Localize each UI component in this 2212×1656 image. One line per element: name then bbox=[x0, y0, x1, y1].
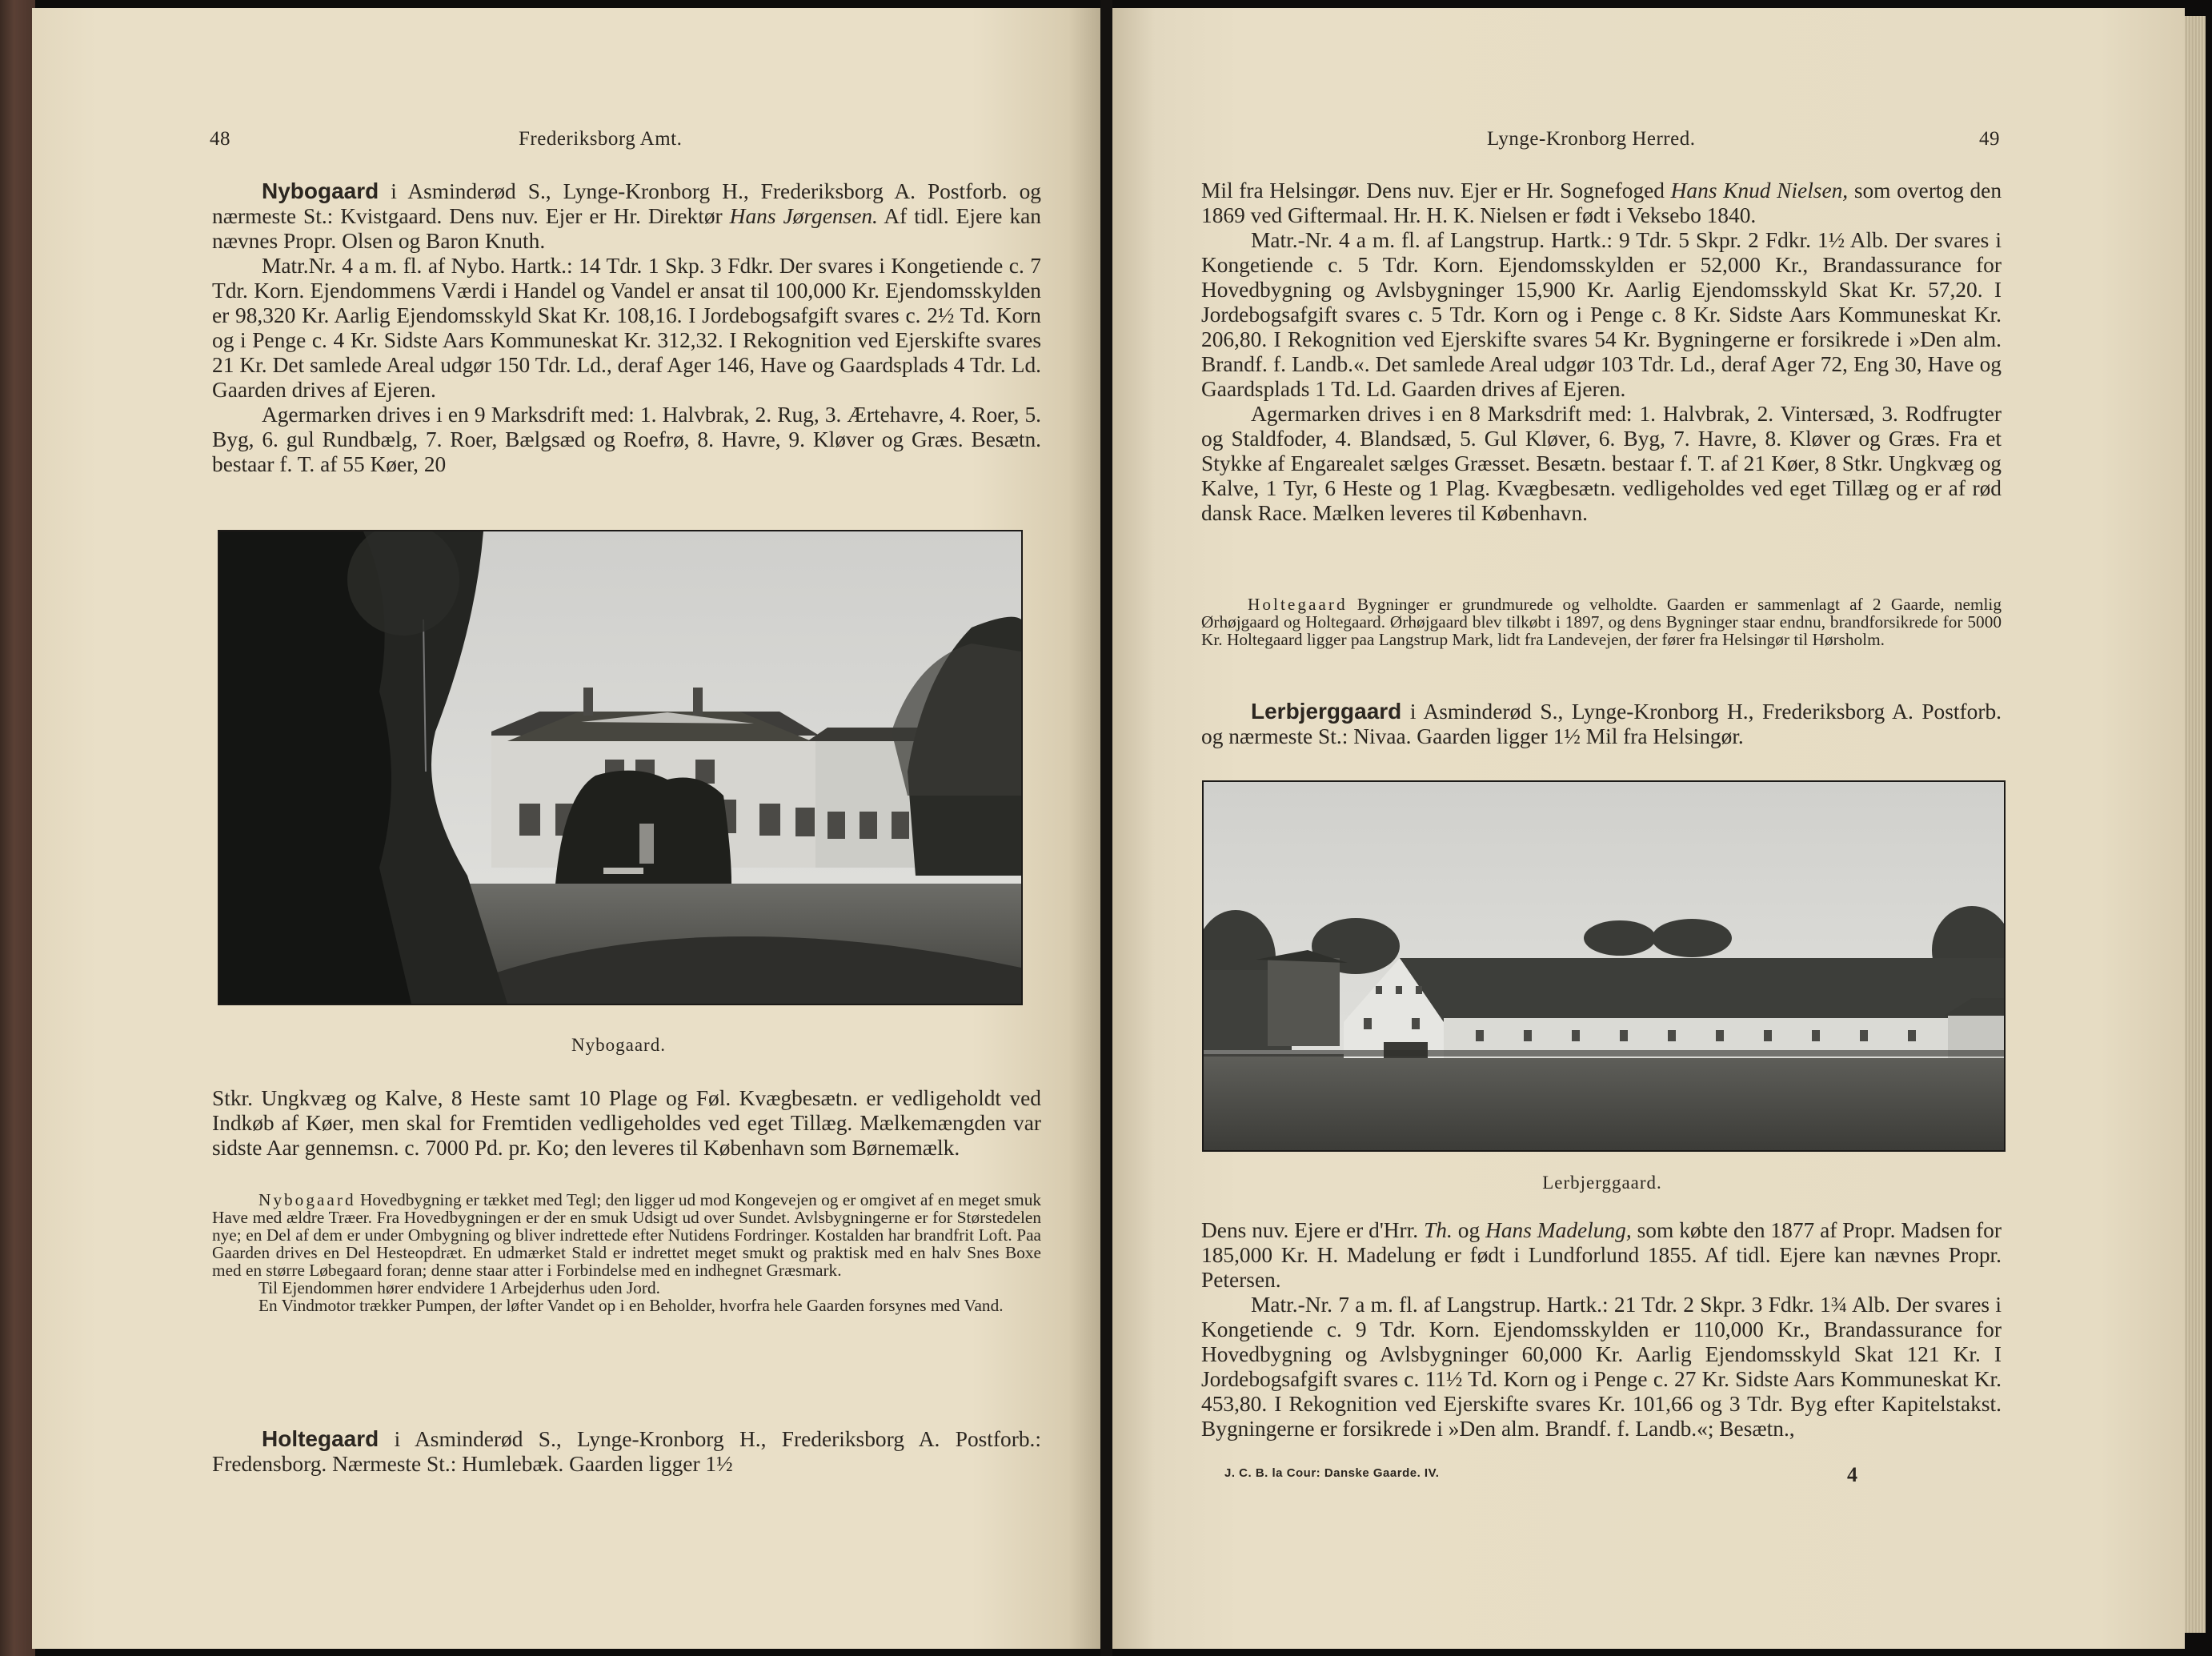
lerbjerggaard-entry: Lerbjerggaard i Asminderød S., Lynge-Kronborg H., Frederiksborg A. Postforb. og nærmeste St.: Nivaa. Gaarden ligger 1½ Mil fra Helsingør. bbox=[1201, 699, 2002, 748]
lerbjerggaard-photo bbox=[1202, 780, 2006, 1152]
nybogaard-photo bbox=[218, 530, 1023, 1005]
book-cover-edge bbox=[0, 0, 35, 1656]
nybogaard-continuation: Stkr. Ungkvæg og Kalve, 8 Heste samt 10 Plage og Føl. Kvægbesætn. er vedligeholdt ved Indkøb af Køer, men skal for Fremtiden vedligeholdes ved eget Tillæg. Mælkemængden var sidste Aar gennemsn. c. 7000 Pd. pr. Ko; den leveres til København som Børnemælk. bbox=[212, 1086, 1041, 1160]
holtegaard-owner: Hans Knud Nielsen, bbox=[1670, 178, 1849, 202]
page-number-left: 48 bbox=[210, 128, 230, 150]
lerbjerggaard-owner-2: Hans Madelung, bbox=[1485, 1218, 1632, 1242]
nybogaard-photo-image bbox=[219, 531, 1021, 1004]
holtegaard-notes-name: Holtegaard bbox=[1248, 595, 1348, 614]
nybogaard-notes-name: Nybogaard bbox=[258, 1190, 356, 1209]
lerbjerggaard-heading: Lerbjerggaard bbox=[1251, 699, 1402, 724]
page-edges bbox=[2185, 16, 2206, 1633]
nybogaard-owner: Hans Jørgensen. bbox=[729, 204, 878, 228]
right-page bbox=[1112, 8, 2185, 1649]
holtegaard-continuation: Mil fra Helsingør. Dens nuv. Ejer er Hr. Sognefoged Hans Knud Nielsen, som overtog den 1869 ved Giftermaal. Hr. H. K. Nielsen er født i Veksebo 1840. Matr.-Nr. 4 a m. fl. af Langstrup. Hartk.: 9 Tdr. 5 Skpr. 2 Fdkr. 1½ Alb. Der svares i Kongetiende c. 5 Tdr. Korn. Ejendomsskylden er 52,000 Kr., Brandassurance for Hovedbygning og Avlsbygninger 15,900 Kr. Aarlig Ejendomsskyld Skat Kr. 57,20. I Jordebogsafgift svares c. 5 Tdr. Korn og i Penge c. 8 Kr. Sidste Aars Kommuneskat Kr. 206,80. I Rekognition ved Ejerskifte svares 54 Kr. Bygningerne er forsikrede i »Den alm. Brandf. f. Landb.«. Det samlede Areal udgør 103 Tdr. Ld., deraf Ager 72, Eng 30, Have og Gaardsplads 1 Td. Ld. Gaarden drives af Ejeren. Agermarken drives i en 8 Marksdrift med: 1. Halvbrak, 2. Vintersæd, 3. Rodfrugter og Staldfoder, 4. Blandsæd, 5. Gul Kløver, 6. Byg, 7. Havre, 8. Kløver og Græs. Fra et Stykke af Engarealet sælges Græsset. Besætn. bestaar f. T. af 21 Køer, 8 Stkr. Ungkvæg og Kalve, 1 Tyr, 6 Heste og 1 Plag. Kvægbesætn. vedligeholdes ved eget Tillæg og er af rød dansk Race. Mælken leveres til København. bbox=[1201, 178, 2002, 525]
nybogaard-heading: Nybogaard bbox=[262, 178, 379, 203]
holtegaard-entry: Holtegaard i Asminderød S., Lynge-Kronborg H., Frederiksborg A. Postforb.: Fredensborg. Nærmeste St.: Humlebæk. Gaarden ligger 1½ bbox=[212, 1426, 1041, 1476]
nybogaard-notes: Nybogaard Hovedbygning er tækket med Tegl; den ligger ud mod Kongevejen og er omgivet af en meget smuk Have med ældre Træer. Fra Hovedbygningen er der en smuk Udsigt ud over Sundet. Avlsbygningerne er for Størstedelen nye; en Del af dem er under Ombygning og bliver indrettede efter Nutidens Fordringer. Kostalden har brandfrit Loft. Paa Gaarden drives en Del Hesteopdræt. En udmærket Stald er indrettet meget smukt og praktisk med en halv Snes Boxe med en større Løbegaard foran; denne staar atter i Forbindelse med en indhegnet Græsmark. Til Ejendommen hører endvidere 1 Arbejderhus uden Jord. En Vindmotor trækker Pumpen, der løfter Vandet op i en Beholder, hvorfra hele Gaarden forsynes med Vand. bbox=[212, 1190, 1041, 1315]
lerbjerggaard-photo-image bbox=[1204, 782, 2004, 1150]
holtegaard-notes: Holtegaard Bygninger er grundmurede og velholdte. Gaarden er sammenlagt af 2 Gaarde, nemlig Ørhøjgaard og Holtegaard. Ørhøjgaard blev tilkøbt i 1897, og dens Bygninger staar endnu, brandforsikrede for 5000 Kr. Holtegaard ligger paa Langstrup Mark, lidt fra Landevejen, der fører fra Helsingør til Hørsholm. bbox=[1201, 595, 2002, 649]
left-page bbox=[32, 8, 1100, 1649]
lerbjerggaard-continuation: Dens nuv. Ejere er d'Hrr. Th. og Hans Madelung, som købte den 1877 af Propr. Madsen for 185,000 Kr. H. Madelung er født i Lundforlund 1855. Af tidl. Ejere kan nævnes Propr. Petersen. Matr.-Nr. 7 a m. fl. af Langstrup. Hartk.: 21 Tdr. 2 Skpr. 3 Fdkr. 1¾ Alb. Der svares i Kongetiende c. 9 Tdr. Korn. Ejendomsskylden er 110,000 Kr., Brandassurance for Hovedbygning og Avlsbygninger 60,000 Kr. Aarlig Ejendomsskyld Skat 121 Kr. I Jordebogsafgift svares c. 11½ Td. Korn og i Penge c. 27 Kr. Sidste Aars Kommuneskat Kr. 453,80. I Rekognition ved Ejerskifte svares Kr. 101,66 og 3 Tdr. Byg efter Kapitelstakst. Bygningerne er forsikrede i »Den alm. Brandf. f. Landb.«; Besætn., bbox=[1201, 1218, 2002, 1441]
page-number-right: 49 bbox=[1979, 128, 2000, 150]
footer-signature: J. C. B. la Cour: Danske Gaarde. IV. bbox=[1224, 1466, 1440, 1480]
nybogaard-paragraph-2: Matr.Nr. 4 a m. fl. af Nybo. Hartk.: 14 Tdr. 1 Skp. 3 Fdkr. Der svares i Kongetiende c. 7 Tdr. Korn. Ejendommens Værdi i Handel og Vandel er ansat til 100,000 Kr. Ejendomsskylden er 98,320 Kr. Aarlig Ejendomsskyld Skat Kr. 108,16. I Jordebogsafgift svares c. 2½ Td. Korn og i Penge c. 4 Kr. Sidste Aars Kommuneskat Kr. 312,32. I Rekognition ved Ejerskifte svares 21 Kr. Det samlede Areal udgør 150 Tdr. Ld., deraf Ager 146, Have og Gaardsplads 4 Tdr. Ld. Gaarden drives af Ejeren. bbox=[212, 254, 1041, 402]
running-head-left: Frederiksborg Amt. bbox=[519, 128, 683, 150]
nybogaard-caption: Nybogaard. bbox=[571, 1035, 666, 1055]
holtegaard-heading: Holtegaard bbox=[262, 1426, 379, 1451]
nybogaard-entry: Nybogaard i Asminderød S., Lynge-Kronborg H., Frederiksborg A. Postforb. og nærmeste St.: Kvistgaard. Dens nuv. Ejer er Hr. Direktør Hans Jørgensen. Af tidl. Ejere kan nævnes Propr. Olsen og Baron Knuth. Matr.Nr. 4 a m. fl. af Nybo. Hartk.: 14 Tdr. 1 Skp. 3 Fdkr. Der svares i Kongetiende c. 7 Tdr. Korn. Ejendommens Værdi i Handel og Vandel er ansat til 100,000 Kr. Ejendomsskylden er 98,320 Kr. Aarlig Ejendomsskyld Skat Kr. 108,16. I Jordebogsafgift svares c. 2½ Td. Korn og i Penge c. 4 Kr. Sidste Aars Kommuneskat Kr. 312,32. I Rekognition ved Ejerskifte svares 21 Kr. Det samlede Areal udgør 150 Tdr. Ld., deraf Ager 146, Have og Gaardsplads 4 Tdr. Ld. Gaarden drives af Ejeren. Agermarken drives i en 9 Marksdrift med: 1. Halvbrak, 2. Rug, 3. Ærtehavre, 4. Roer, 5. Byg, 6. gul Rundbælg, 7. Roer, Bælgsæd og Roefrø, 8. Havre, 9. Kløver og Græs. Besætn. bestaar f. T. af 55 Køer, 20 bbox=[212, 178, 1041, 476]
lerbjerggaard-caption: Lerbjerggaard. bbox=[1542, 1173, 1662, 1193]
nybogaard-paragraph-3: Agermarken drives i en 9 Marksdrift med: 1. Halvbrak, 2. Rug, 3. Ærtehavre, 4. Roer, 5. Byg, 6. gul Rundbælg, 7. Roer, Bælgsæd og Roefrø, 8. Havre, 9. Kløver og Græs. Besætn. bestaar f. T. af 55 Køer, 20 bbox=[212, 403, 1041, 476]
book-gutter bbox=[1100, 0, 1112, 1656]
lerbjerggaard-owner-1: Th. bbox=[1424, 1218, 1453, 1242]
running-head-right: Lynge-Kronborg Herred. bbox=[1487, 128, 1696, 150]
sheet-number: 4 bbox=[1847, 1463, 1857, 1486]
